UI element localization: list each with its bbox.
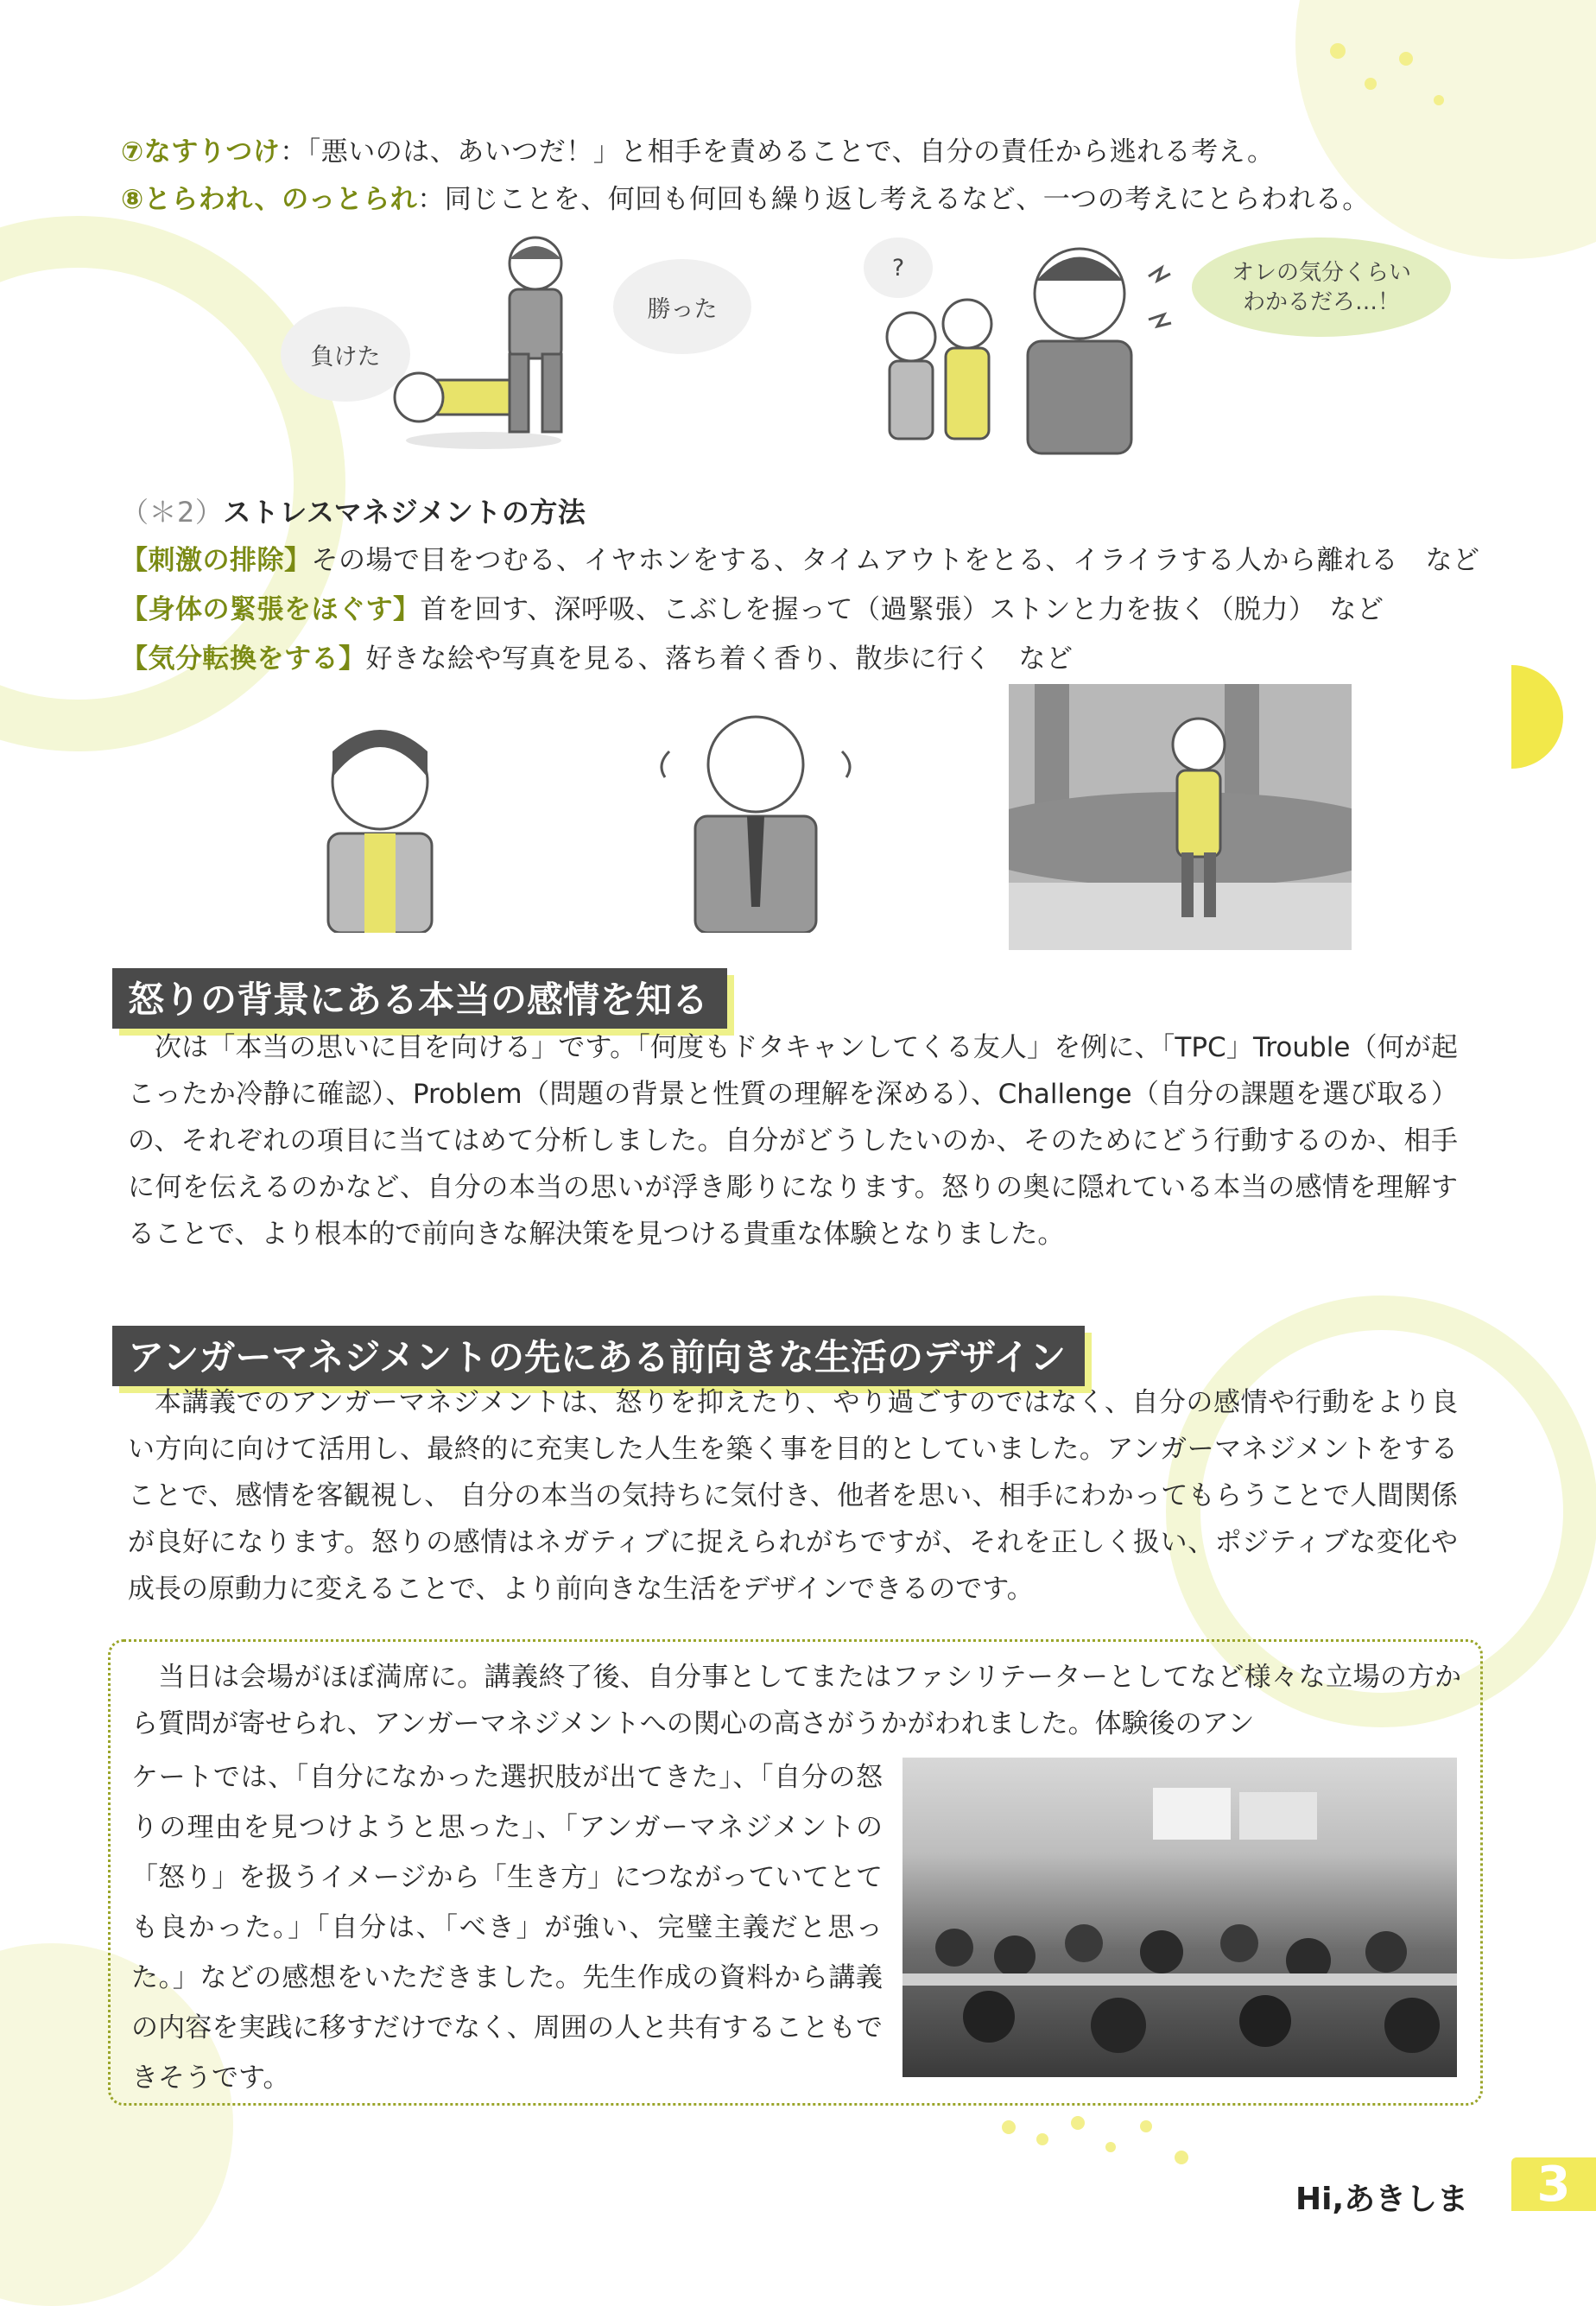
- item-number: ⑧: [121, 184, 144, 215]
- decor-dot: [1434, 95, 1444, 105]
- decor-dot: [1140, 2120, 1152, 2132]
- walking-in-park-illustration: [1009, 684, 1352, 950]
- item-text: ：「悪いのは、あいつだ！」と相手を責めることで、自分の責任から逃れる考え。: [280, 136, 1275, 168]
- paragraph: 本講義でのアンガーマネジメントは、怒りを抑えたり、やり過ごすのではなく、自分の感情や行動をより良い方向に向けて活用し、最終的に充実した人生を築く事を目的としていました。アンガーマネジメントをすることで、感情を客観視し、 自分の本当の気持ちに気付き、他者を思い、相手にわかってもらうことで人間関係が良好になります。怒りの感情はネガティブに捉えられがちですが、それを正しく扱い、ポジティブな変化や成長の原動力に変えることで、より前向きな生活をデザインできるのです。: [128, 1387, 1458, 1605]
- speech-bubble-lose: 負けた: [281, 307, 410, 402]
- section-body-true-feelings: [128, 1024, 1458, 1258]
- speech-bubble-win: 勝った: [613, 259, 751, 354]
- item-label: 【身体の緊張をほぐす】: [121, 594, 421, 625]
- speech-bubble-question: ?: [864, 238, 933, 298]
- bubble-line: オレの気分くらい: [1231, 259, 1411, 286]
- man-rolling-neck-illustration: [652, 708, 859, 933]
- woman-closing-eyes-illustration: [311, 725, 449, 933]
- decor-dot: [1365, 78, 1377, 90]
- page-number: 3: [1511, 2157, 1596, 2211]
- magazine-brand: Hi,あきしま: [1295, 2182, 1469, 2217]
- stress-item-stimulus: [121, 538, 1479, 577]
- paragraph: ケートでは、「自分になかった選択肢が出てきた」、「自分の怒りの理由を見つけようと思った」、「アンガーマネジメントの「怒り」を扱うイメージから「生き方」につながっていてとても良かった。」「自分は、「べき」が強い、完璧主義だと思った。」などの感想をいただきました。先生作成の資料から講義の内容を実践に移すだけでなく、周囲の人と共有することもできそうです。: [131, 1762, 883, 2094]
- item-label: 【気分転換をする】: [121, 643, 366, 675]
- decor-dot: [1071, 2116, 1085, 2130]
- section-heading-true-feelings: 怒りの背景にある本当の感情を知る: [112, 968, 727, 1029]
- decor-dot: [1399, 52, 1413, 66]
- item-text: 首を回す、深呼吸、こぶしを握って（過緊張）ストンと力を抜く（脱力） など: [420, 594, 1384, 625]
- footnote-marker: （＊2）: [121, 496, 224, 529]
- thought-item-8: [121, 177, 1370, 216]
- decor-dot: [1105, 2142, 1116, 2152]
- report-survey-text: [131, 1752, 883, 2103]
- decor-dot: [1002, 2120, 1016, 2134]
- stress-item-body: [121, 587, 1384, 626]
- decor-dot: [1175, 2151, 1188, 2164]
- decor-dot: [1036, 2133, 1048, 2145]
- stress-title: [121, 491, 586, 530]
- item-text: 好きな絵や写真を見る、落ち着く香り、散歩に行く など: [365, 643, 1074, 675]
- angry-boss-with-children-illustration: [872, 242, 1183, 458]
- speech-bubble-boss: [1192, 238, 1451, 337]
- item-term: なすりつけ: [143, 136, 281, 168]
- background-decoration: [1295, 0, 1596, 259]
- stress-item-mood: [121, 637, 1074, 675]
- report-intro: [131, 1654, 1461, 1747]
- bubble-line: わかるだろ…！: [1242, 288, 1400, 315]
- section-title: ストレスマネジメントの方法: [223, 496, 586, 529]
- section-body-life-design: [128, 1379, 1458, 1612]
- section-heading-life-design: アンガーマネジメントの先にある前向きな生活のデザイン: [112, 1326, 1085, 1386]
- item-text: ：同じことを、何回も何回も繰り返し考えるなど、一つの考えにとらわれる。: [417, 184, 1370, 215]
- item-label: 【刺激の排除】: [121, 545, 312, 576]
- item-text: その場で目をつむる、イヤホンをする、タイムアウトをとる、イライラする人から離れる など: [311, 545, 1480, 576]
- thought-item-7: [121, 130, 1275, 168]
- paragraph: 当日は会場がほぼ満席に。講義終了後、自分事としてまたはファシリテーターとしてなど様々な立場の方から質問が寄せられ、アンガーマネジメントへの関心の高さがうかがわれました。体験後のアン: [131, 1662, 1461, 1739]
- lecture-hall-photo: [902, 1758, 1457, 2077]
- lecture-hall-illustration: [902, 1758, 1457, 2077]
- bullying-children-illustration: [380, 233, 596, 458]
- paragraph: 次は「本当の思いに目を向ける」です。「何度もドタキャンしてくる友人」を例に、「TPC」Trouble（何が起こったか冷静に確認）、Problem（問題の背景と性質の理解を深める）、Challenge（自分の課題を選び取る）の、それぞれの項目に当てはめて分析しました。自分がどうしたいのか、そのためにどう行動するのか、相手に何を伝えるのかなど、自分の本当の思いが浮き彫りになります。怒りの奥に隠れている本当の感情を理解することで、より根本的で前向きな解決策を見つける貴重な体験となりました。: [128, 1032, 1458, 1250]
- item-term: とらわれ、のっとられ: [143, 184, 418, 215]
- decor-dot: [1330, 43, 1346, 59]
- yellow-half-circle: [1460, 665, 1563, 769]
- item-number: ⑦: [121, 136, 144, 168]
